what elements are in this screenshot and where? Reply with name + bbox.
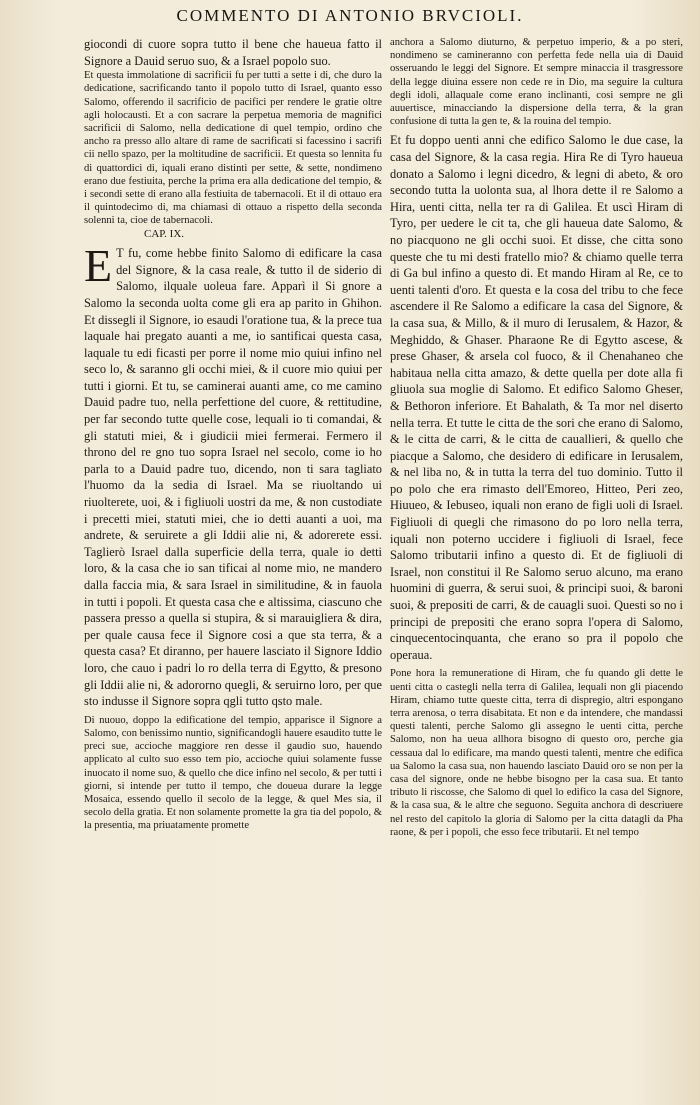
right-paragraph-1: Et fu doppo uenti anni che edifico Salomo le due case, la casa del Signore, & la casa regia. Hira Re di Tyro haueua donato a Salomo i legni dicedro, & legni di abeto, & oro secondo tutta la uolonta sua, al lhora dette il re Salomo a Hira, uenti citta, nella ter ra di Galilea. Et uscì Hiram di Tyro, per uedere le cit ta, che gli haueua date Salomo, & no piacquono ne gli occhi suoi. Et disse, che citta sono queste che tu mi desti fratello mio? & chiamo quelle terra di Ga bul infino a questo di. Et mando Hiram al Re, ce to uenti talenti d'oro. Et questa e la cosa del tribu to che fece ascendere il Re Salomo a edificare la casa del Signore, & la casa sua, & Millo, & il muro di Ierusalem, & Hazor, & Meghiddo, & Ghaser. Pharaone Re di Egytto ascese, & prese Ghaser, & arsela col fuoco, & il Chenahaneo che habitaua nella citta amazo, & dette quella per dote alla fi gliuola sua moglie di Salomo. Et edifico Salomo Gheser, & Bethoron inferiore. Et Bahalath, & Ta mor nel diserto nella terra. Et tutte le citta de the sori che erano di Salomo, & le citta de carri, & le citta de cauallieri, & quello che piacque a Salomo, che desidero di edificare in Ierusalem, & nel liba no, & in tutta la terra del tuo dominio. Tutto il po polo che era rimasto dell'Emoreo, Hitteo, Peri zeo, Hiuueo, & Iebuseo, iquali non erano de figli uoli di Israel. Figliuoli di quegli che rimasono do po loro nella terra, iquali non poterno uccidere i figliuoli di Israel, fece Salomo tributarii infino a questo di. Et de figliuoli di Israel, non constitui il Re Salomo seruo alcuno, ma erano huomini di guerra, & serui suoi, & principi suoi, & baroni suoi, & prepositi de carri, & de cauagli suoi. Questi so no i principi de prepositi che erano sopra l'opera di Salomo, cinquecentocinquanta, che erano so pra il popolo che operaua. [390, 133, 683, 662]
right-commentary-1: anchora a Salomo diuturno, & perpetuo imperio, & a po steri, nondimeno se camineranno con perfetta fede nella uia di Dauid osseruando le leggi del Signore. Et sempre minaccia il trasgressore della legge diuina essere non cede re in Dio, ma seguire la cultura degli idoli, allaquale come erano inclinanti, cosi sempre ne gli auuertisce, minacciando la dispersione della terra, & la gran confusione di tutta la gen te, & la rouina del tempio. [390, 37, 683, 128]
right-commentary-2: Pone hora la remuneratione di Hiram, che fu quando gli dette le uenti citta o castegli nella terra di Galilea, lequali non gli piacendo Hiram, chiamo tutte queste citta, terra di dispregio, altri espongano terra arenosa, o terra disabitata. Et non e da intendere, che mandassi questi talenti, perche Salomo gli assegno le uenti citta, perche Salomo, non ha ueua allhora bisogno di questo oro, perche gia cessaua dal lo edificare, ma mando questi talenti, mentre che edifica ua Salomo la casa sua, non hauendo lasciato Dauid oro se non per la casa del signore, onde ne hebbe bisogno per la casa sua. Et tanto tributo li riscosse, che Salomo di quel lo edifico la casa del Signore, & la casa sua, & le altre che seguono. Seguita anchora di descriuere nel resto del capitolo la gloria di Salomo per la citta datagli da Pha raone, & per i popoli, che esso fece tributarii. Et nel tempo [390, 668, 683, 838]
chapter-heading-line [84, 228, 382, 242]
running-header: COMMENTO DI ANTONIO BRVCIOLI. [176, 6, 524, 25]
right-column [390, 36, 683, 1096]
left-paragraph-1: giocondi di cuore sopra tutto il bene che haueua fatto il Signore a Dauid seruo suo, & a Israel popolo suo. [84, 37, 382, 68]
chapter-heading: CAP. IX. [144, 227, 185, 240]
chapter-text-body: T fu, come hebbe finito Salomo di edificare la casa del Signore, & la casa reale, & tutto il de siderio di Salomo, ilquale uoleua fare. Apparì il Si gnore a Salomo la seconda uolta come gli era ap parito in Ghihon. Et dissegli il Signore, io esaudi l'oratione tua, & la prece tua laquale hai pregato auanti a me, io santificai questa casa, laquale tu edi ficasti per porre il nome mio quiui infino nel seco lo, & saranno gli occhi miei, & il cuore mio quiui per tutti i giorni. Et tu, se caminerai auanti ame, co me camino Dauid padre tuo, nella perfettione del cuore, & rettitudine, per far secondo tutte quelle cose, lequali io ti comandai, & gli statuti miei, & i giudicii miei fermerai. Fermero il throno del re gno tuo sopra Israel nel secolo, come io ho parla to a Dauid padre tuo, dicendo, non ti sara tagliato l'huomo da la sedia di Israel. Ma se riuoltando ui riuolterete, uoi, & i figliuoli uostri da me, & non custodiate i precetti miei, statuti miei, che io detti auanti a uoi, ma andrete, & seruirete a gli Iddii alie ni, & adorerete essi. Taglierò Israel dalla superficie della terra, quale io detti loro, & la casa che io san tificai al nome mio, ne mandero dalla faccia mia, & sara Israel in similitudine, & in fauola in tutti i popoli. Et questa casa che e altissima, ciascuno che passera presso a quella si stupira, & si marauigliera & dira, per quale causa fece il Signore cosi a que sta terra, & a questa casa? Et diranno, per hauere lasciato il Signore Iddio loro, che cauo i padri lo ro della terra di Egytto, & presono gli Iddii alie ni, & adororno quegli, & seruirno loro, per que sto indusse il Signore sopra qgli tutto qsto male. [84, 246, 382, 709]
drop-capital: E [84, 240, 113, 292]
left-commentary-1: Et questa immolatione di sacrificii fu per tutti a sette i di, che duro la dedicatione, sacrificando tanto il popolo tutto di Israel, quanto esso Salomo, offerendo il sacrificio de pacifici per rendere le gratie oltre agli holocausti. Et a con sacrare la perpetua memoria de magnifici sacrificii di Salomo, nella dedicatione di quel tempio, ordino che ancho ra presso allo altare di rame de sacrificati si facessino i sacrifi cii nello spazo, per la moltitudine de sacrificii. Et questa so lennita fu di quattordici di, iquali erano distinti per sette, & sette, nondimeno erano due festiuita, perche la prima era alla dedicatione del tempio, & i secondi sette di erano alla festiuita de tabernacoli. Et il di ottauo era il quintodecimo di, ma chiamasi di ottauo a rispetto della seconda solenni ta, cioe de tabernacoli. [84, 70, 382, 227]
chapter-text [84, 240, 382, 710]
left-column [84, 36, 382, 1096]
left-commentary-2: Di nuouo, doppo la edificatione del tempio, apparisce il Signore a Salomo, con benissimo nuntio, significandogli hauere esaudito tutte le preci sue, accioche maggiore ren desse il gaudio suo, hauendo applicato al culto suo esso tem pio, accioche quiui solamente fusse inuocato il nome suo, & quello che dice infino nel secolo, & per tutti i giorni, si intende per tutto il tempo, che doueua durare la legge Mosaica, essendo quello il secolo de la legge, & quel Mes sia, il secolo della gratia. Et non solamente promette la gra tia del popolo, & la presentia, ma priuatamente promette [84, 714, 382, 832]
